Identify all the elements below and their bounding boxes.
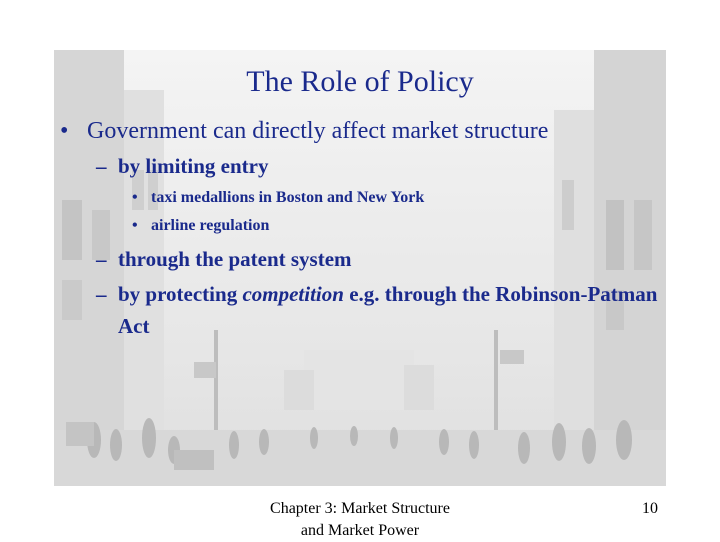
sub-sub-bullet-text: taxi medallions in Boston and New York <box>151 189 425 206</box>
sub-bullet-text: by limiting entry <box>118 154 269 178</box>
page-number: 10 <box>642 500 658 517</box>
dash-marker: – <box>96 282 107 306</box>
footer-line-2: and Market Power <box>300 522 420 539</box>
sub-bullet-protecting <box>96 278 678 342</box>
sub-bullet-limiting-entry <box>96 150 269 182</box>
competition-emphasis: competition <box>242 282 344 306</box>
slide-title: The Role of Policy <box>246 65 474 98</box>
sub-sub-bullet-airline <box>132 216 269 236</box>
sub-sub-bullet-taxi <box>132 188 424 208</box>
dash-marker: – <box>96 247 107 271</box>
protecting-prefix: by protecting <box>118 282 243 306</box>
bullet-government-text: Government can directly affect market structure <box>87 118 549 144</box>
sub-sub-bullet-text: airline regulation <box>151 217 270 234</box>
sub-bullet-text: through the patent system <box>118 247 352 271</box>
footer-line-1: Chapter 3: Market Structure <box>270 500 450 517</box>
sub-bullet-text <box>118 278 678 342</box>
dash-marker: – <box>96 154 107 178</box>
bullet-government <box>60 116 548 146</box>
bullet-marker: • <box>132 189 138 206</box>
sub-bullet-patent <box>96 243 352 275</box>
protecting-suffix: e.g. through the Robinson-Patman Act <box>118 282 658 338</box>
bullet-marker: • <box>132 217 138 234</box>
slide-footer <box>250 498 470 542</box>
bullet-marker: • <box>60 118 69 144</box>
